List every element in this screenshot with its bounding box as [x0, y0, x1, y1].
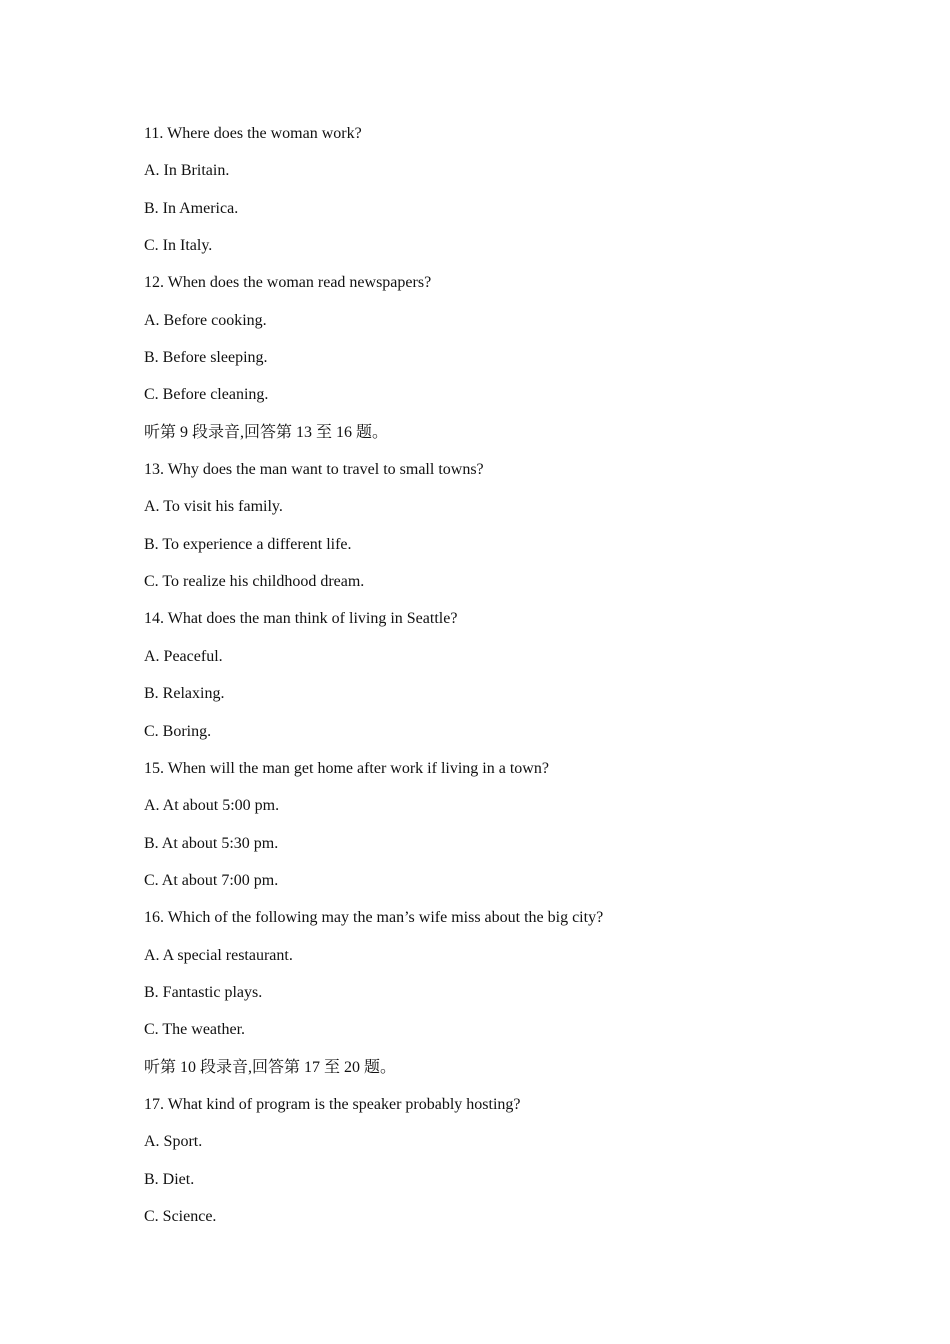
question-14: 14. What does the man think of living in Seattle? — [144, 610, 458, 628]
option-11-b: B. In America. — [144, 199, 239, 217]
option-12-a: A. Before cooking. — [144, 311, 267, 329]
option-17-a: A. Sport. — [144, 1133, 203, 1151]
option-13-a: A. To visit his family. — [144, 498, 283, 516]
question-11: 11. Where does the woman work? — [144, 125, 362, 142]
option-14-c: C. Boring. — [144, 722, 212, 740]
option-13-c: C. To realize his childhood dream. — [144, 573, 365, 591]
option-15-a: A. At about 5:00 pm. — [144, 797, 280, 815]
option-16-b: B. Fantastic plays. — [144, 983, 263, 1001]
question-17: 17. What kind of program is the speaker probably hosting? — [144, 1095, 521, 1113]
option-11-c: C. In Italy. — [144, 237, 213, 255]
option-12-b: B. Before sleeping. — [144, 349, 268, 367]
question-list — [144, 122, 844, 1242]
option-15-b: B. At about 5:30 pm. — [144, 834, 279, 852]
option-11-a: A. In Britain. — [144, 162, 230, 180]
option-17-b: B. Diet. — [144, 1170, 195, 1188]
question-13: 13. Why does the man want to travel to small towns? — [144, 461, 484, 479]
option-14-a: A. Peaceful. — [144, 647, 223, 665]
option-12-c: C. Before cleaning. — [144, 386, 269, 404]
question-15: 15. When will the man get home after work if living in a town? — [144, 759, 549, 777]
question-12: 12. When does the woman read newspapers? — [144, 274, 432, 292]
section-instruction-10: 听第 10 段录音,回答第 17 至 20 题。 — [144, 1058, 397, 1076]
option-16-c: C. The weather. — [144, 1021, 246, 1039]
option-16-a: A. A special restaurant. — [144, 946, 293, 964]
option-15-c: C. At about 7:00 pm. — [144, 871, 279, 889]
section-instruction-9: 听第 9 段录音,回答第 13 至 16 题。 — [144, 423, 389, 441]
option-17-c: C. Science. — [144, 1207, 217, 1225]
option-14-b: B. Relaxing. — [144, 685, 225, 703]
question-16: 16. Which of the following may the man’s wife miss about the big city? — [144, 909, 604, 927]
option-13-b: B. To experience a different life. — [144, 535, 352, 553]
